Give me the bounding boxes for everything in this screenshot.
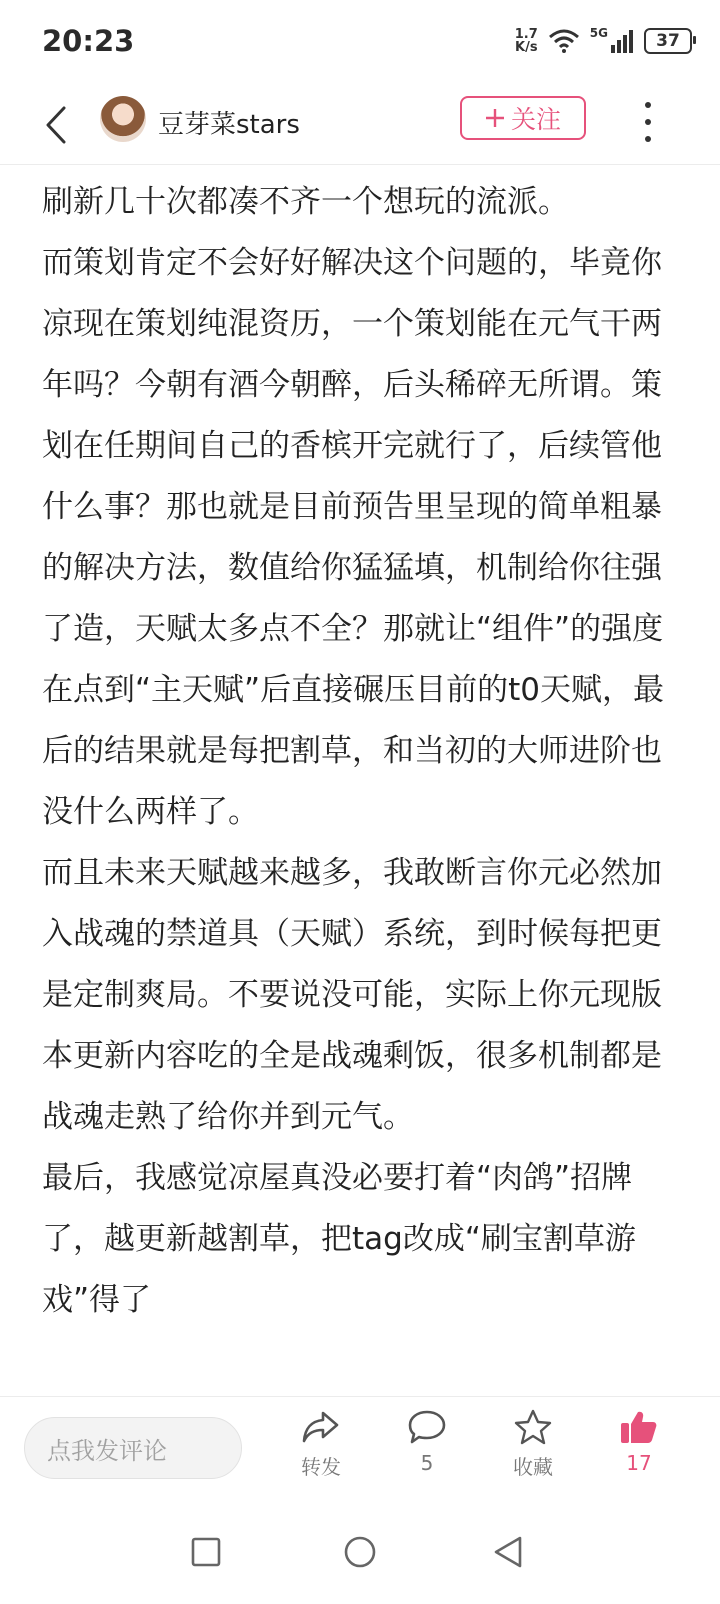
- avatar[interactable]: [100, 96, 146, 142]
- more-options-button[interactable]: [638, 102, 658, 142]
- post-header: [0, 88, 720, 165]
- status-icons: [515, 28, 692, 54]
- plus-icon: [485, 108, 505, 128]
- more-dot-icon: [645, 102, 651, 108]
- triangle-back-icon: [492, 1535, 524, 1569]
- like-button[interactable]: [594, 1409, 684, 1495]
- share-label: 转发: [301, 1455, 341, 1479]
- share-icon: [301, 1409, 341, 1445]
- more-dot-icon: [645, 119, 651, 125]
- status-time: 20:23: [42, 24, 135, 58]
- circle-icon: [343, 1535, 377, 1569]
- bottom-action-bar: [0, 1396, 720, 1505]
- favorite-label: 收藏: [513, 1455, 553, 1479]
- square-icon: [191, 1537, 221, 1567]
- signal-icon: [610, 29, 634, 53]
- paragraph: 而策划肯定不会好好解决这个问题的，毕竟你凉现在策划纯混资历，一个策划能在元气干两年吗？今朝有酒今朝醉，后头稀碎无所谓。策划在任期间自己的香槟开完就行了，后续管他什么事？那也就是目前预告里呈现的简单粗暴的解决方法，数值给你猛猛填，机制给你往强了造，天赋太多点不全？那就让“组件”的强度在点到“主天赋”后直接碾压目前的t0天赋，最后的结果就是每把割草，和当初的大师进阶也没什么两样了。: [42, 245, 664, 830]
- back-button[interactable]: [36, 100, 76, 150]
- share-button[interactable]: [276, 1409, 366, 1495]
- paragraph: 刷新几十次都凑不齐一个想玩的流派。: [42, 184, 569, 220]
- status-bar: [0, 0, 720, 88]
- net-speed-unit: K/s: [515, 40, 538, 55]
- comment-icon: [407, 1409, 447, 1445]
- network-type: 5G: [589, 26, 608, 40]
- recent-apps-button[interactable]: [184, 1530, 228, 1574]
- star-icon: [513, 1409, 553, 1445]
- post-content: [42, 172, 682, 1331]
- comment-count: 5: [420, 1451, 434, 1475]
- author-name[interactable]: 豆芽菜stars: [158, 110, 300, 140]
- battery-indicator: 37: [644, 28, 692, 54]
- wifi-icon: [548, 29, 580, 53]
- comment-input[interactable]: 点我发评论: [24, 1417, 242, 1479]
- like-count: 17: [626, 1451, 652, 1475]
- net-speed-value: 1.7: [514, 27, 538, 42]
- system-back-button[interactable]: [486, 1530, 530, 1574]
- follow-button[interactable]: [460, 96, 586, 140]
- paragraph: 最后，我感觉凉屋真没必要打着“肉鸽”招牌了，越更新越割草，把tag改成“刷宝割草游戏”得了: [42, 1160, 636, 1318]
- more-dot-icon: [645, 136, 651, 142]
- chevron-left-icon: [44, 105, 68, 145]
- net-speed: [515, 28, 538, 54]
- comment-button[interactable]: [382, 1409, 472, 1495]
- favorite-button[interactable]: [488, 1409, 578, 1495]
- thumbs-up-icon: [619, 1409, 659, 1445]
- home-button[interactable]: [338, 1530, 382, 1574]
- paragraph: 而且未来天赋越来越多，我敢断言你元必然加入战魂的禁道具（天赋）系统，到时候每把更是定制爽局。不要说没可能，实际上你元现版本更新内容吃的全是战魂剩饭，很多机制都是战魂走熟了给你并到元气。: [42, 855, 662, 1135]
- system-nav-bar: [0, 1504, 720, 1604]
- follow-label: 关注: [510, 105, 561, 134]
